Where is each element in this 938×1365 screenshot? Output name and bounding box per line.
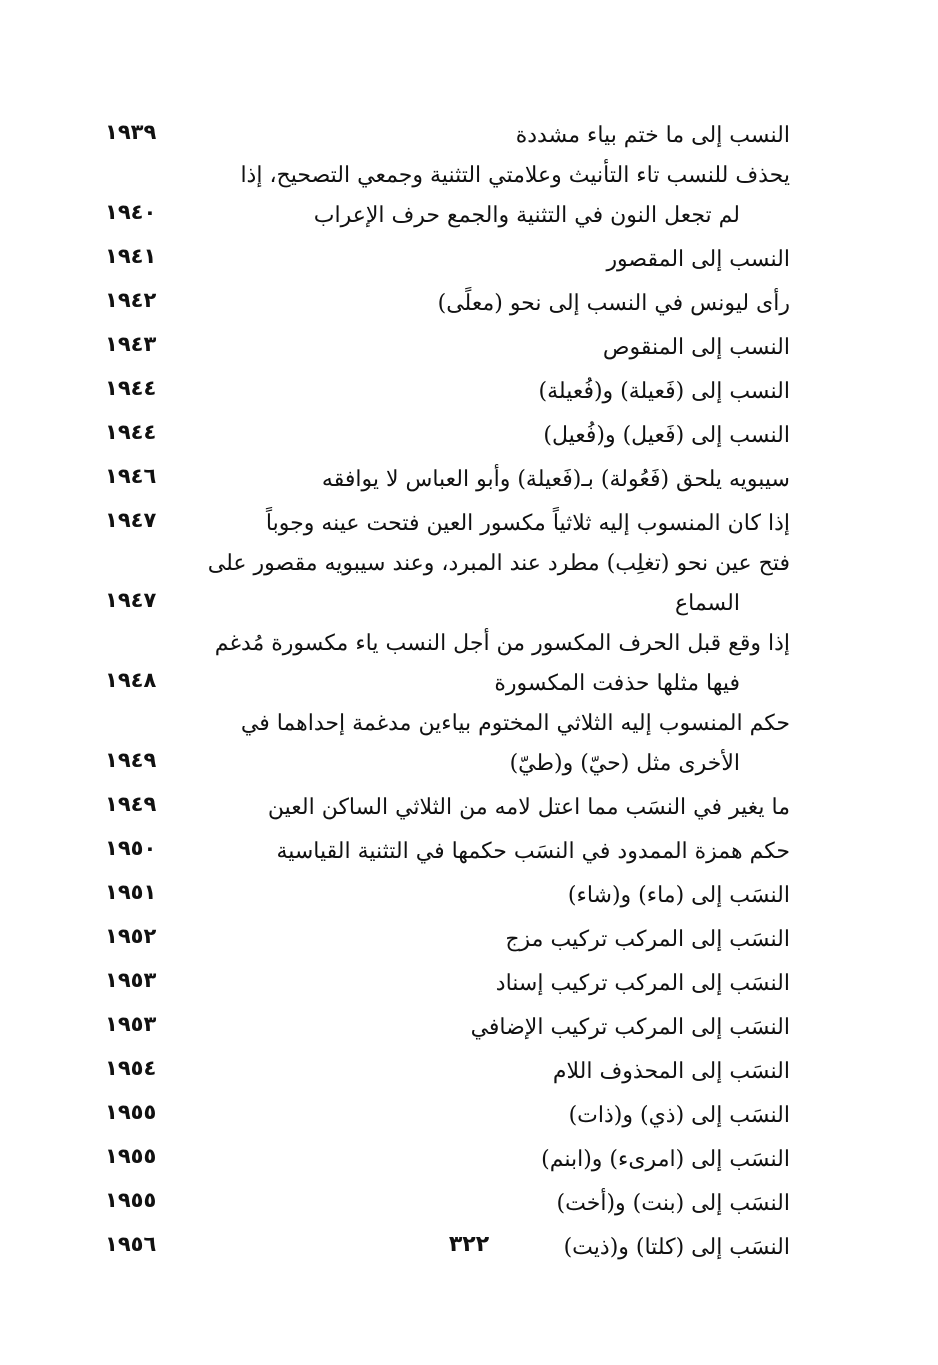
entry-title-line: النسب إلى المقصور <box>606 247 790 272</box>
entry-page-number: ١٩٤٢ <box>105 288 157 312</box>
entry-title <box>175 416 790 456</box>
entry-page-number: ١٩٤٨ <box>105 668 157 692</box>
entry-page-number: ١٩٥٥ <box>105 1100 157 1124</box>
entry-page-number: ١٩٤٩ <box>105 748 157 772</box>
entry-title-line: النسَب إلى المركب تركيب مزج <box>505 927 790 952</box>
entry-page-number: ١٩٤٧ <box>105 508 157 532</box>
entry-title <box>175 460 790 500</box>
entry-title-line: النسَب إلى المحذوف اللام <box>552 1059 790 1084</box>
entry-title <box>175 504 790 544</box>
entry-title <box>175 328 790 368</box>
entry-title-line: النسب إلى ما ختم بياء مشددة <box>515 123 790 148</box>
entry-title-line: النسب إلى (فَعيل) و(فُعيل) <box>543 423 790 448</box>
toc-entry <box>105 112 790 156</box>
entry-page-number: ١٩٥١ <box>105 880 157 904</box>
toc-entry <box>105 156 790 236</box>
entry-title <box>175 372 790 412</box>
entry-title-line: النسب إلى (فَعيلة) و(فُعيلة) <box>538 379 790 404</box>
toc-entry <box>105 784 790 828</box>
entry-title-line: لم تجعل النون في التثنية والجمع حرف الإعراب <box>313 203 740 228</box>
entry-title <box>175 876 790 916</box>
entry-title-line: سيبويه يلحق (فَعُولة) بـ(فَعيلة) وأبو العباس لا يوافقه <box>321 467 790 492</box>
toc-entry <box>105 236 790 280</box>
toc-entry <box>105 280 790 324</box>
toc-entry <box>105 1136 790 1180</box>
entry-page-number: ١٩٥٣ <box>105 968 157 992</box>
entry-title-line: السماع <box>675 591 740 616</box>
toc-entry <box>105 324 790 368</box>
entry-title-line: النسَب إلى (ماء) و(شاء) <box>567 883 790 908</box>
entry-page-number: ١٩٥٠ <box>105 836 157 860</box>
entry-title <box>175 156 790 236</box>
entry-title-line: النسَب إلى المركب تركيب الإضافي <box>470 1015 790 1040</box>
entry-title <box>175 1184 790 1224</box>
entry-title <box>175 920 790 960</box>
entry-title-line: فيها مثلها حذفت المكسورة <box>494 671 740 696</box>
entry-title <box>175 116 790 156</box>
toc-entry <box>105 1092 790 1136</box>
entry-title <box>175 240 790 280</box>
toc-entry <box>105 368 790 412</box>
entry-page-number: ١٩٥٤ <box>105 1056 157 1080</box>
entry-title-line: رأى ليونس في النسب إلى نحو (معلًى) <box>437 291 790 316</box>
toc-entry <box>105 500 790 544</box>
entry-page-number: ١٩٣٩ <box>105 120 157 144</box>
entry-title <box>175 832 790 872</box>
entry-page-number: ١٩٤٤ <box>105 376 157 400</box>
entry-page-number: ١٩٤٠ <box>105 200 157 224</box>
entry-title <box>175 1096 790 1136</box>
entry-title <box>175 1008 790 1048</box>
entry-title-line: النسب إلى المنقوص <box>602 335 790 360</box>
entry-page-number: ١٩٤٤ <box>105 420 157 444</box>
entry-title-line: ما يغير في النسَب مما اعتل لامه من الثلاثي الساكن العين <box>267 795 790 820</box>
entry-title-line: فتح عين نحو (تغلِب) مطرد عند المبرد، وعند سيبويه مقصور على <box>207 551 790 576</box>
entry-title-line: حكم المنسوب إليه الثلاثي المختوم بياءين مدغمة إحداهما في <box>240 711 790 736</box>
entry-page-number: ١٩٤١ <box>105 244 157 268</box>
entry-title-line: النسَب إلى (كلتا) و(ذيت) <box>563 1235 790 1260</box>
toc-entry <box>105 624 790 704</box>
page-number: ٣٢٢ <box>448 1232 490 1257</box>
entry-page-number: ١٩٤٣ <box>105 332 157 356</box>
toc-entry <box>105 1048 790 1092</box>
toc-entry <box>105 412 790 456</box>
entry-title <box>175 788 790 828</box>
toc-entry <box>105 1004 790 1048</box>
entry-title-line: حكم همزة الممدود في النسَب حكمها في التثنية القياسية <box>276 839 790 864</box>
entry-title <box>175 1140 790 1180</box>
entry-page-number: ١٩٤٦ <box>105 464 157 488</box>
entry-title <box>175 624 790 704</box>
toc-entry <box>105 1180 790 1224</box>
entry-title-line: النسَب إلى المركب تركيب إسناد <box>495 971 790 996</box>
entry-page-number: ١٩٥٢ <box>105 924 157 948</box>
toc-entry <box>105 828 790 872</box>
toc-entry <box>105 916 790 960</box>
toc-entry <box>105 544 790 624</box>
entry-page-number: ١٩٤٧ <box>105 588 157 612</box>
entry-page-number: ١٩٥٦ <box>105 1232 157 1256</box>
entry-page-number: ١٩٥٣ <box>105 1012 157 1036</box>
entry-page-number: ١٩٥٥ <box>105 1144 157 1168</box>
entry-title <box>175 284 790 324</box>
entry-page-number: ١٩٤٩ <box>105 792 157 816</box>
toc-entry <box>105 704 790 784</box>
table-of-contents <box>105 112 790 1268</box>
entry-page-number: ١٩٥٥ <box>105 1188 157 1212</box>
entry-title <box>175 544 790 624</box>
toc-entry <box>105 872 790 916</box>
entry-title-line: يحذف للنسب تاء التأنيث وعلامتي التثنية وجمعي التصحيح، إذا <box>240 163 790 188</box>
entry-title-line: إذا كان المنسوب إليه ثلاثياً مكسور العين فتحت عينه وجوباً <box>265 511 790 536</box>
entry-title-line: إذا وقع قبل الحرف المكسور من أجل النسب ياء مكسورة مُدغم <box>214 631 790 656</box>
entry-title-line: النسَب إلى (بنت) و(أخت) <box>556 1191 790 1216</box>
entry-title-line: النسَب إلى (امرىء) و(ابنم) <box>541 1147 790 1172</box>
entry-title <box>175 964 790 1004</box>
toc-entry <box>105 456 790 500</box>
entry-title-line: النسَب إلى (ذي) و(ذات) <box>568 1103 790 1128</box>
entry-title <box>175 704 790 784</box>
entry-title <box>175 1052 790 1092</box>
entry-title-line: الأخرى مثل (حيّ) و(طيّ) <box>509 751 740 776</box>
toc-entry <box>105 960 790 1004</box>
